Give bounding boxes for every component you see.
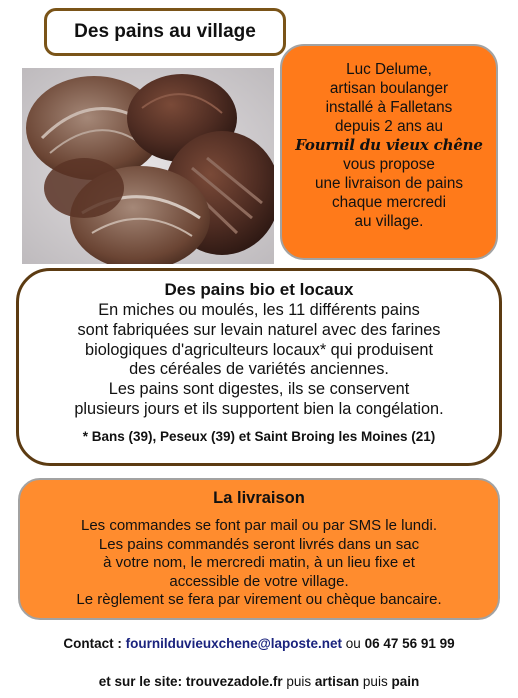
intro-line: au village. xyxy=(354,213,424,230)
website-line xyxy=(0,674,518,689)
intro-box xyxy=(280,44,498,260)
bio-line: plusieurs jours et ils supportent bien la congélation. xyxy=(74,399,444,418)
intro-line: installé à Falletans xyxy=(325,99,453,116)
bio-title: Des pains bio et locaux xyxy=(164,280,354,299)
delivery-line: accessible de votre village. xyxy=(169,572,349,590)
bread-photo xyxy=(22,68,274,264)
delivery-section xyxy=(18,478,500,620)
bio-footnote: * Bans (39), Peseux (39) et Saint Broing les Moines (21) xyxy=(82,428,436,444)
contact-separator: ou xyxy=(342,636,365,651)
site-prefix: et sur le site: xyxy=(98,674,186,689)
bio-line: des céréales de variétés anciennes. xyxy=(129,360,389,379)
page-title-box xyxy=(44,8,286,56)
intro-line: chaque mercredi xyxy=(332,194,446,211)
page-title: Des pains au village xyxy=(74,21,256,42)
intro-line: vous propose xyxy=(343,156,435,173)
delivery-line: Le règlement se fera par virement ou chèque bancaire. xyxy=(76,591,442,609)
intro-line: Luc Delume, xyxy=(346,61,432,78)
bio-line: En miches ou moulés, les 11 différents pains xyxy=(98,301,420,319)
contact-phone: 06 47 56 91 99 xyxy=(364,636,455,651)
bio-line: sont fabriquées sur levain naturel avec des farines xyxy=(77,320,441,339)
site-word-artisan: artisan xyxy=(314,674,360,689)
bio-line: Les pains sont digestes, ils se conservent xyxy=(108,380,410,399)
contact-line xyxy=(0,636,518,651)
bio-section xyxy=(16,268,502,466)
intro-line: une livraison de pains xyxy=(315,175,463,192)
contact-label: Contact : xyxy=(63,636,126,651)
site-then: puis xyxy=(359,674,392,689)
bread-photo-image xyxy=(22,68,274,264)
site-word-pain: pain xyxy=(391,674,420,689)
site-domain[interactable]: trouvezadole.fr xyxy=(185,674,283,689)
intro-line: artisan boulanger xyxy=(329,80,449,97)
bakery-name: Fournil du vieux chêne xyxy=(295,136,483,154)
contact-email-link[interactable]: fournilduvieuxchene@laposte.net xyxy=(125,636,343,651)
delivery-line: à votre nom, le mercredi matin, à un lieu fixe et xyxy=(103,554,415,572)
intro-line: depuis 2 ans au xyxy=(334,118,443,135)
site-then: puis xyxy=(282,674,315,689)
delivery-line: Les commandes se font par mail ou par SMS le lundi. xyxy=(80,517,437,534)
delivery-line: Les pains commandés seront livrés dans un sac xyxy=(98,535,420,553)
bio-line: biologiques d'agriculteurs locaux* qui produisent xyxy=(85,340,433,359)
delivery-title: La livraison xyxy=(213,489,305,507)
